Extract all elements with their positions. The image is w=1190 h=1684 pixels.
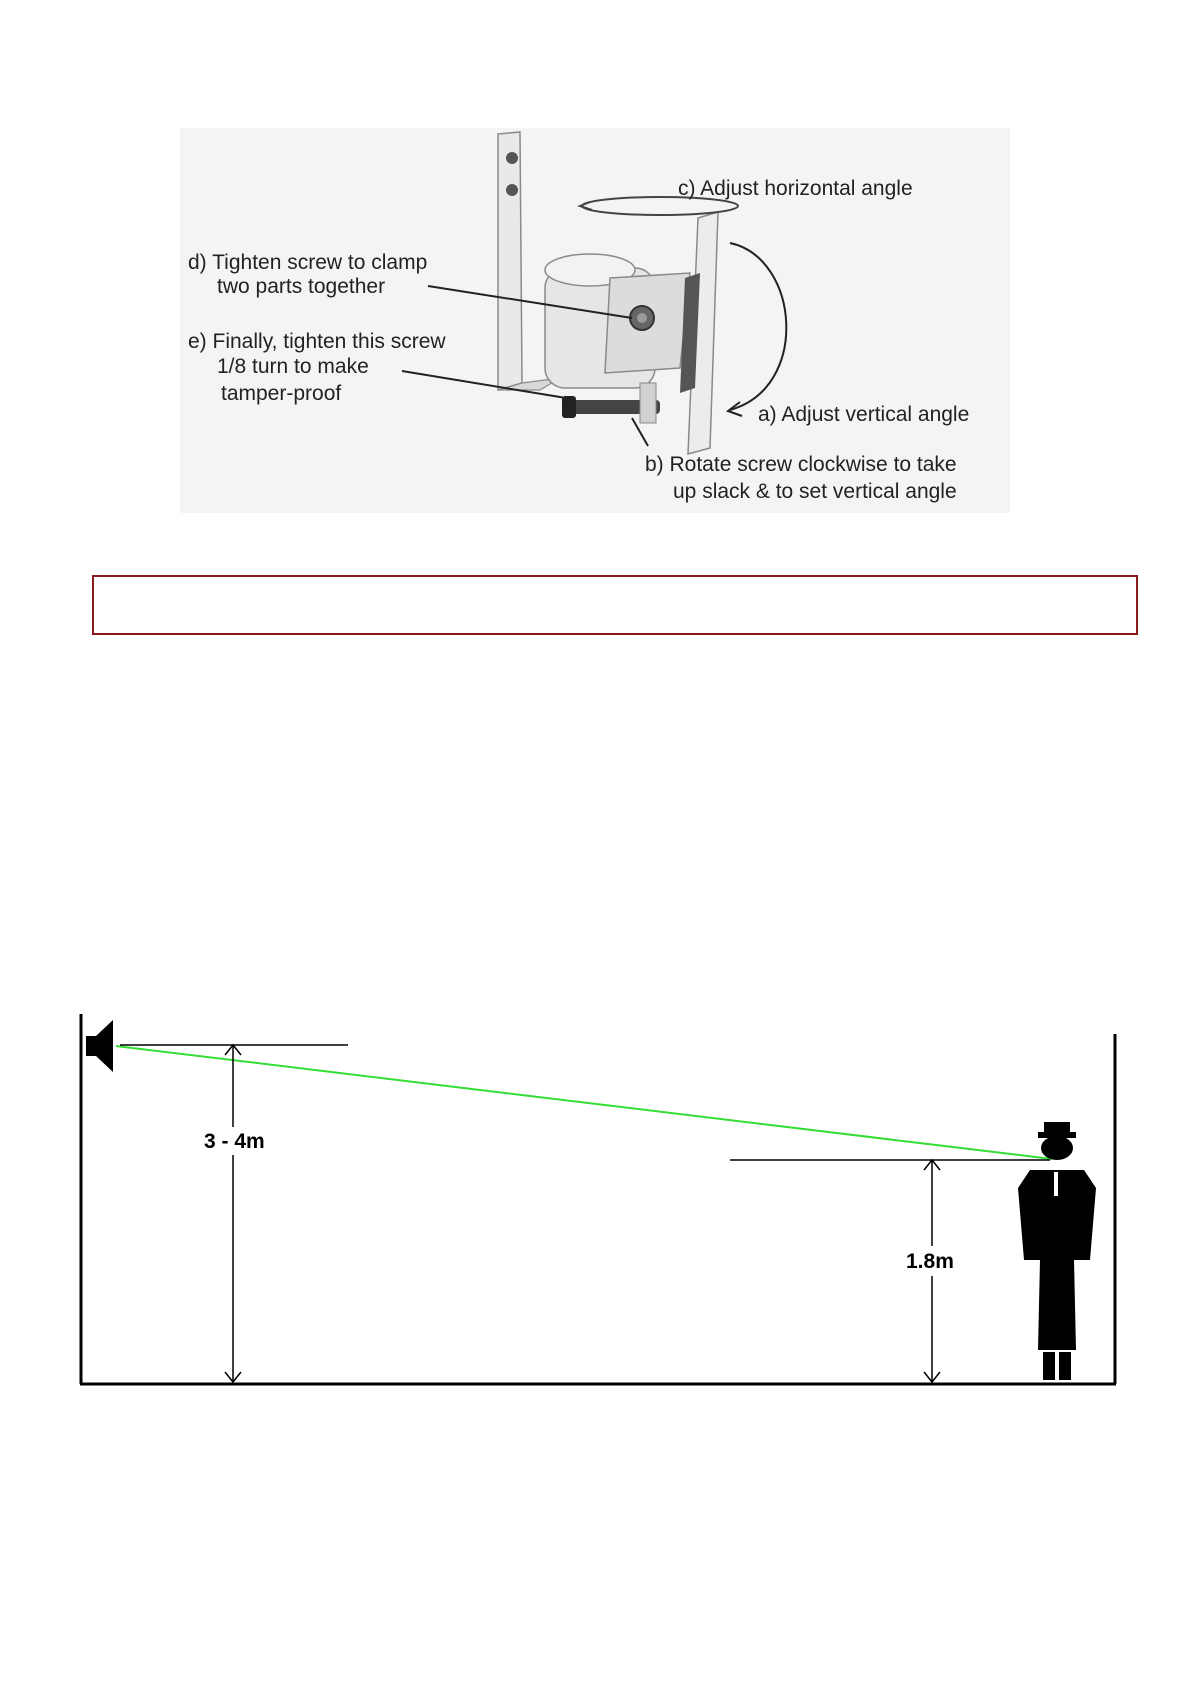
note-box — [92, 575, 1138, 635]
speaker-icon — [86, 1020, 113, 1072]
vertical-rotation-arrow — [728, 243, 786, 416]
room-outline — [80, 1014, 1116, 1384]
speaker-plate — [680, 212, 718, 454]
listener-height-dimension — [730, 1160, 1050, 1382]
label-tamper-screw-line1: e) Finally, tighten this screw — [188, 330, 446, 353]
label-tamper-screw-line3: tamper-proof — [221, 382, 342, 405]
bracket-adjustment-diagram — [180, 128, 1010, 513]
bracket-illustration — [180, 128, 1010, 513]
label-tamper-screw-line2: 1/8 turn to make — [217, 355, 369, 378]
mounting-height-diagram — [78, 1010, 1118, 1390]
bottom-screw — [562, 383, 660, 423]
swivel-joint — [545, 254, 690, 388]
speaker-height-dimension — [120, 1045, 348, 1382]
label-clamp-screw-line2: two parts together — [217, 275, 386, 298]
label-horizontal-angle: c) Adjust horizontal angle — [678, 177, 913, 200]
height-illustration — [78, 1010, 1118, 1390]
listener-height-label: 1.8m — [906, 1250, 954, 1273]
label-vertical-angle: a) Adjust vertical angle — [758, 403, 970, 426]
label-rotate-screw-line2: up slack & to set vertical angle — [673, 480, 957, 503]
speaker-height-label: 3 - 4m — [204, 1130, 265, 1153]
label-rotate-screw-line1: b) Rotate screw clockwise to take — [645, 453, 957, 476]
label-clamp-screw-line1: d) Tighten screw to clamp — [188, 251, 428, 274]
